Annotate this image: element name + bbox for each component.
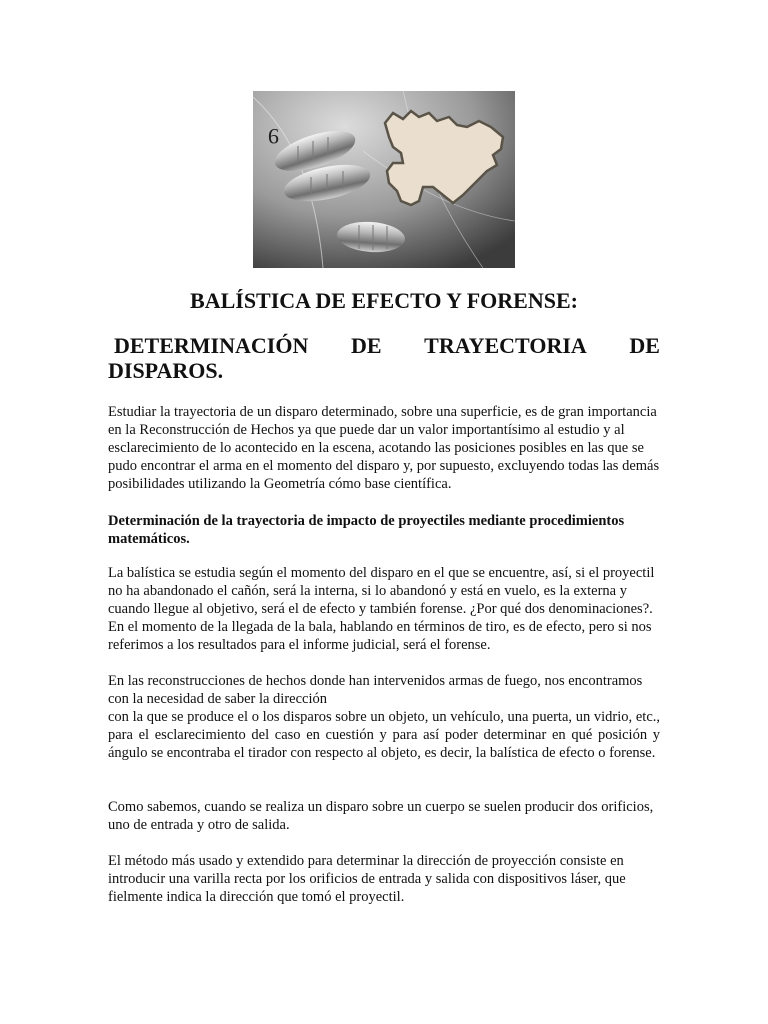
subtitle-line-2: DISPAROS. [108, 358, 224, 383]
subtitle-line-1 [108, 333, 660, 358]
bullets-target-photo [253, 91, 515, 268]
subtitle-word: DETERMINACIÓN [114, 333, 309, 358]
paragraph-direction: con la que se produce el o los disparos sobre un objeto, un vehículo, una puerta, un vidrio, etc., para el esclarecimiento del caso en cuestión y para así poder determinar en qué posición y ángulo se encontraba el tirador con respecto al objeto, es decir, la balística de efecto o forense. [108, 709, 660, 761]
target-digit: 9 [268, 124, 279, 149]
document-title: BALÍSTICA DE EFECTO Y FORENSE: [190, 288, 578, 313]
paragraph-ballistics-types: La balística se estudia según el momento del disparo en el que se encuentre, así, si el proyectil no ha abandonado el cañón, será la interna, si lo abandonó y está en vuelo, es la externa y cuando llegue al objetivo, será el de efecto y también forense. ¿Por qué dos denominaciones?. En el momento de la llegada de la bala, hablando en términos de tiro, es de efecto, pero si nos referimos a los resultados para el informe judicial, será el forense. [108, 565, 655, 653]
subtitle-word: TRAYECTORIA [424, 333, 587, 358]
paragraph-reconstructions: En las reconstrucciones de hechos donde han intervenidos armas de fuego, nos encontramos con la necesidad de saber la dirección [108, 673, 643, 707]
subtitle-word: DE [350, 333, 382, 358]
paragraph-orifices: Como sabemos, cuando se realiza un disparo sobre un cuerpo se suelen producir dos orificios, uno de entrada y otro de salida. [108, 799, 654, 833]
paragraph-method: El método más usado y extendido para determinar la dirección de proyección consiste en introducir una varilla recta por los orificios de entrada y salida con dispositivos láser, que fielmente indica la dirección que tomó el proyectil. [108, 853, 626, 905]
section-heading: Determinación de la trayectoria de impacto de proyectiles mediante procedimientos matemáticos. [108, 513, 625, 547]
subtitle-word: DE [629, 333, 660, 358]
paragraph-intro: Estudiar la trayectoria de un disparo determinado, sobre una superficie, es de gran importancia en la Reconstrucción de Hechos ya que puede dar un valor importantísimo al estudio y al esclarecimiento de lo acontecido en la escena, acotando las posiciones posibles en las que se pudo encontrar el arma en el momento del disparo y, por supuesto, excluyendo todas las demás posibilidades utilizando la Geometría cómo base científica. [108, 404, 660, 492]
document-subtitle [108, 333, 660, 383]
